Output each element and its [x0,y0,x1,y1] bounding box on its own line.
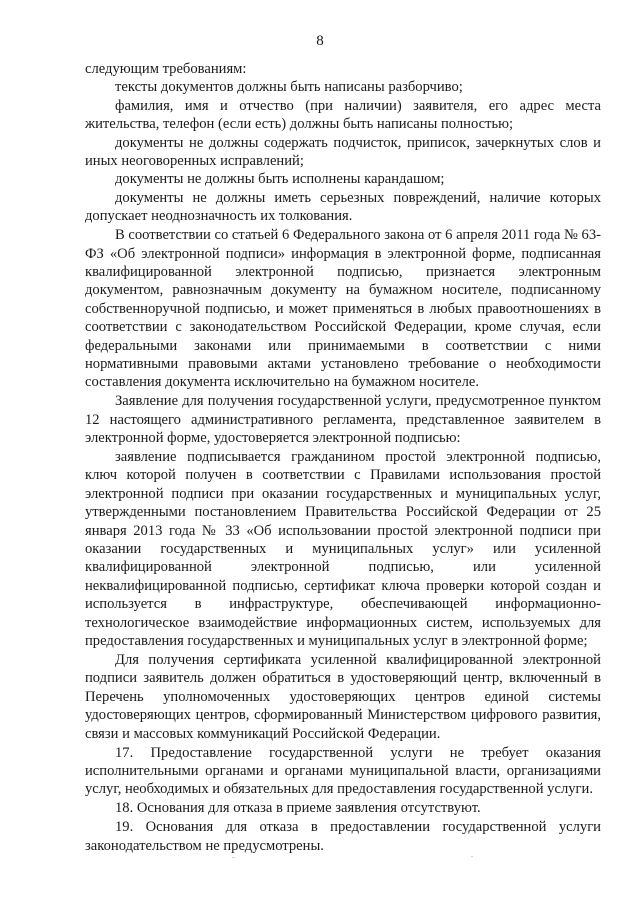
paragraph-simple-signature: заявление подписывается гражданином простой электронной подписью, ключ которой получен в соответствии с Правилами использования простой электронной подписи при оказании государственных и муниципальных услуг, утвержденными постановлением Правительства Российской Федерации от 25 января 2013 года № 33 «Об использовании простой электронной подписи при оказании государственных и муниципальных услуг» или усиленной квалифицированной электронной подписью, или усиленной неквалифицированной подписью, сертификат ключа проверки которой создан и используется в инфраструктуре, обеспечивающей информационно-технологическое взаимодействие информационных систем, используемых для предоставления государственных и муниципальных услуг в электронной форме; [85,449,601,650]
paragraph-certificate: Для получения сертификата усиленной квалифицированной электронной подписи заявитель должен обратиться в удостоверяющий центр, включенный в Перечень уполномоченных удостоверяющих центров единой системы удостоверяющих центров, сформированный Министерством цифрового развития, связи и массовых коммуникаций Российской Федерации. [85,652,601,742]
requirement-item: документы не должны содержать подчисток, приписок, зачеркнутых слов и иных неоговоренных исправлений; [85,134,601,170]
page-number: 8 [316,33,324,49]
paragraph-17: 17. Предоставление государственной услуги не требует оказания исполнительными органами и органами муниципальной власти, организациями услуг, необходимых и обязательных для предоставления государственной услуги. [85,744,601,798]
paragraph-application-signature: Заявление для получения государственной услуги, предусмотренное пунктом 12 настоящего административного регламента, представленное заявителем в электронной форме, удостоверяется электронной подписью: [85,393,601,447]
requirement-item: фамилия, имя и отчество (при наличии) заявителя, его адрес места жительства, телефон (если есть) должны быть написаны полностью; [85,97,601,133]
requirement-item: документы не должны быть исполнены карандашом; [115,171,445,188]
paragraph-18: 18. Основания для отказа в приеме заявления отсутствуют. [115,800,481,817]
document-body [85,60,601,855]
paragraph-continuation: следующим требованиям: [85,61,247,77]
requirement-item: тексты документов должны быть написаны разборчиво; [115,79,463,96]
requirement-item: документы не должны иметь серьезных повреждений, наличие которых допускает неоднозначность их толкования. [85,189,601,225]
paragraph-electronic-signature-law: В соответствии со статьей 6 Федерального закона от 6 апреля 2011 года № 63-ФЗ «Об электронной подписи» информация в электронной форме, подписанная квалифицированной электронной подписью, признается электронным документом, равнозначным документу на бумажном носителе, подписанному собственноручной подписью, и может применяться в любых правоотношениях в соответствии с законодательством Российской Федерации, кроме случая, если федеральными законами или принимаемыми в соответствии с ними нормативными правовыми актами установлено требование о необходимости составления документа исключительно на бумажном носителе. [85,227,601,391]
paragraph-19: 19. Основания для отказа в предоставлении государственной услуги законодательством не предусмотрены. [85,819,601,854]
scan-artifact [471,856,473,857]
scan-artifact [232,857,235,858]
